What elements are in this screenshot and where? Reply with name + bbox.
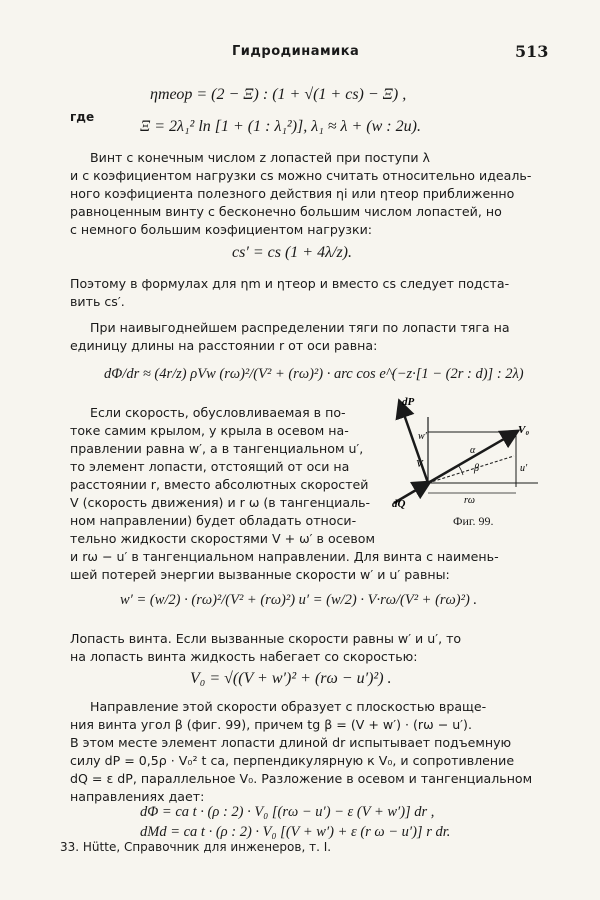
label-dq: dQ [392,498,406,510]
where-label: где [70,110,95,124]
paragraph-line: Поэтому в формулах для ηm и ηтеор и вместо cs следует подста- [70,276,510,291]
paragraph-line: на лопасть винта жидкость набегает со скоростью: [70,649,418,664]
formula-cs-prime: cs′ = cs (1 + 4λ/z). [232,244,353,261]
paragraph-line: V (скорость движения) и r ω (в тангенциаль- [70,495,371,510]
paragraph-line: равноценным винту с бесконечно большим числом лопастей, но [70,204,502,219]
paragraph-line: и с коэфициентом нагрузки cs можно считать относительно идеаль- [70,168,532,183]
paragraph-line: вить cs′. [70,294,125,309]
formula-dphi-dr: dΦ/dr ≈ (4r/z) ρVw (rω)²/(V² + (rω)²) · arc cos e^(−z·[1 − (2r : d)] : 2λ) [104,366,524,382]
formula-xi: Ξ = 2λ₁² ln [1 + (1 : λ₁²)], λ₁ ≈ λ + (w : 2u). [140,118,421,135]
paragraph-line: Если скорость, обусловливаемая в по- [90,405,346,420]
v0-vector [428,432,516,483]
label-dp: dP [402,396,415,408]
formula-dmd: dMd = ca t · (ρ : 2) · V₀ [(V + w′) + ε (r ω − u′)] r dr. [140,824,451,840]
label-rw: rω [464,495,475,506]
paragraph-line: расстоянии r, вместо абсолютных скоростей [70,477,369,492]
paragraph-line: Винт с конечным числом z лопастей при поступи λ [90,150,431,165]
label-beta: β [474,463,479,474]
label-u: u′ [520,463,528,474]
paragraph-line: В этом месте элемент лопасти длиной dr испытывает подъемную [70,735,512,750]
paragraph-line: направлениях дает: [70,789,205,804]
paragraph-line: ния винта угол β (фиг. 99), причем tg β = (V + w′) · (rω − u′). [70,717,472,732]
running-header: Гидродинамика [232,44,360,59]
dp-vector [400,403,428,483]
paragraph-line: токе самим крылом, у крыла в осевом на- [70,423,349,438]
paragraph-line: При наивыгоднейшем распределении тяги по лопасти тяга на [90,320,510,335]
paragraph-line-bold-start: Лопасть винта. Если вызванные скорости равны w′ и u′, то [70,631,462,646]
paragraph-line: Направление этой скорости образует с плоскостью враще- [90,699,487,714]
paragraph-line: единицу длины на расстоянии r от оси равна: [70,338,378,353]
paragraph-line: ного коэфициента полезного действия ηi или ηтеор приближенно [70,186,515,201]
figure-caption: Фиг. 99. [453,514,494,528]
paragraph-line: правлении равна w′, а в тангенциальном u′, [70,441,364,456]
label-v0: V₀ [518,424,530,436]
formula-w-u-prime: w′ = (w/2) · (rω)²/(V² + (rω)²) u′ = (w/2) · V·rω/(V² + (rω)²) . [120,592,478,608]
paragraph-line: шей потерей энергии вызванные скорости w′ и u′ равны: [70,567,450,582]
formula-dphi: dΦ = ca t · (ρ : 2) · V₀ [(rω − u′) − ε (V + w′)] dr , [140,804,435,820]
paragraph-line: то элемент лопасти, отстоящий от оси на [70,459,350,474]
label-w: w′ [418,431,427,442]
v-direction-line [428,456,514,483]
footnote-source: 33. Hütte, Справочник для инженеров, т. I. [60,840,332,854]
paragraph-line: и rω − u′ в тангенциальном направлении. Для винта с наимень- [70,549,499,564]
paragraph-line: с немного большим коэфициентом нагрузки: [70,222,373,237]
figure-99-velocity-diagram [388,395,548,510]
label-alpha: α [470,445,476,456]
label-v: V [416,458,423,470]
paragraph-line: силу dP = 0,5ρ · V₀² t ca, перпендикулярную к V₀, и сопротивление [70,753,515,768]
formula-eta-theor: ηтеор = (2 − Ξ) : (1 + √(1 + cs) − Ξ) , [150,86,407,103]
formula-v0: V₀ = √((V + w′)² + (rω − u′)²) . [190,670,392,687]
paragraph-line: dQ = ε dP, параллельное V₀. Разложение в осевом и тангенциальном [70,771,533,786]
paragraph-line: тельно жидкости скоростями V + ω′ в осевом [70,531,375,546]
page-number: 513 [515,42,549,61]
paragraph-line: ном направлении) будет обладать относи- [70,513,357,528]
